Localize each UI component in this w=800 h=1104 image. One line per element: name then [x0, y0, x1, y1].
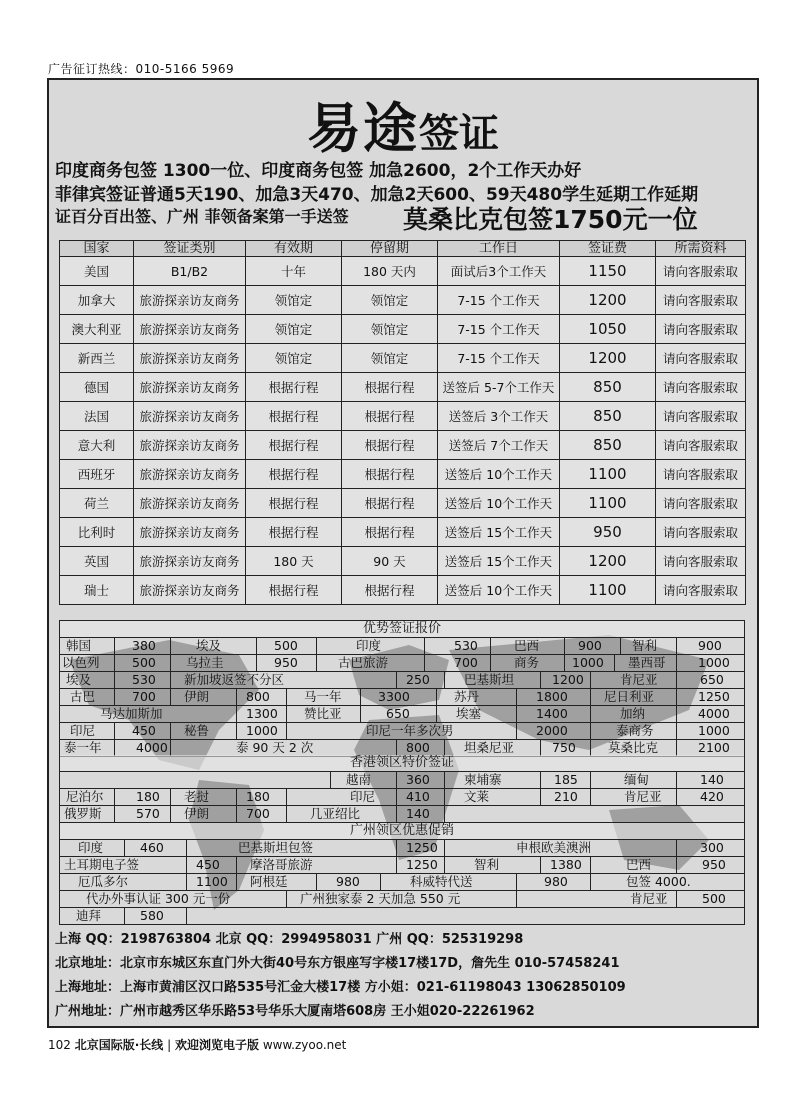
cell-type: 旅游探亲访友商务 — [134, 315, 246, 344]
cell-docs: 请向客服索取 — [656, 576, 746, 605]
guangzhou-row-3 — [60, 874, 744, 891]
item: 印度 — [78, 840, 104, 855]
price: 450 — [132, 723, 156, 738]
item: 缅甸 — [624, 772, 650, 787]
col-workdays: 工作日 — [438, 241, 560, 257]
cell-stay: 180 天内 — [342, 257, 438, 286]
hongkong-section — [59, 755, 745, 823]
price: 4000 — [136, 740, 168, 755]
brand-name: 易途 — [307, 97, 419, 160]
cell-type: 旅游探亲访友商务 — [134, 489, 246, 518]
special-row-7 — [60, 740, 744, 756]
item: 巴基斯坦 — [464, 672, 515, 687]
item: 几亚绍比 — [310, 806, 361, 821]
price: 1250 — [406, 857, 438, 872]
price: 1300 — [246, 706, 278, 721]
cell-validity: 根据行程 — [246, 576, 342, 605]
item: 肯尼亚 — [624, 789, 662, 804]
guangzhou-row-2 — [60, 857, 744, 874]
cell-stay: 根据行程 — [342, 431, 438, 460]
item: 文莱 — [464, 789, 490, 804]
item: 马一年 — [304, 689, 342, 704]
cell-stay: 根据行程 — [342, 460, 438, 489]
cell-workdays: 送签后 10个工作天 — [438, 489, 560, 518]
cell-type: 旅游探亲访友商务 — [134, 402, 246, 431]
price: 1250 — [406, 840, 438, 855]
special-offers-section — [59, 620, 745, 757]
ad-hotline: 广告征订热线：010-5166 5969 — [48, 62, 235, 76]
price: 500 — [274, 638, 298, 653]
cell-fee: 850 — [560, 402, 656, 431]
cell-stay: 领馆定 — [342, 344, 438, 373]
col-fee: 签证费 — [560, 241, 656, 257]
cell-stay: 根据行程 — [342, 489, 438, 518]
cell-type: 旅游探亲访友商务 — [134, 547, 246, 576]
price: 700 — [132, 689, 156, 704]
cell-workdays: 面试后3个工作天 — [438, 257, 560, 286]
item: 智利 — [632, 638, 658, 653]
cell-docs: 请向客服索取 — [656, 547, 746, 576]
brand-title — [49, 86, 757, 163]
brand-suffix: 签证 — [419, 111, 499, 157]
cell-workdays: 7-15 个工作天 — [438, 286, 560, 315]
guangzhou-title: 广州领区优惠促销 — [60, 823, 744, 840]
guangzhou-section — [59, 823, 745, 925]
price: 140 — [700, 772, 724, 787]
price: 2100 — [698, 740, 730, 755]
price: 450 — [196, 857, 220, 872]
cell-country: 西班牙 — [60, 460, 134, 489]
cell-stay: 根据行程 — [342, 373, 438, 402]
item: 秘鲁 — [184, 723, 210, 738]
cell-type: 旅游探亲访友商务 — [134, 344, 246, 373]
cell-country: 德国 — [60, 373, 134, 402]
qq-contacts: 上海 QQ：2198763804 北京 QQ：2994958031 广州 QQ：525319298 — [55, 932, 524, 947]
item: 肯尼亚 — [620, 672, 658, 687]
cell-workdays: 7-15 个工作天 — [438, 315, 560, 344]
price: 750 — [552, 740, 576, 755]
cell-docs: 请向客服索取 — [656, 373, 746, 402]
col-validity: 有效期 — [246, 241, 342, 257]
cell-type: 旅游探亲访友商务 — [134, 373, 246, 402]
price: 1000 — [572, 655, 604, 670]
item: 泰 90 天 2 次 — [236, 740, 314, 755]
hongkong-row-3 — [60, 806, 744, 822]
item: 俄罗斯 — [64, 806, 102, 821]
price: 950 — [274, 655, 298, 670]
price: 1800 — [536, 689, 568, 704]
website-link[interactable]: www.zyoo.net — [262, 1038, 347, 1052]
page-number: 102 — [48, 1038, 71, 1052]
item: 尼日利亚 — [604, 689, 655, 704]
special-row-3 — [60, 672, 744, 689]
price: 380 — [132, 638, 156, 653]
cell-validity: 根据行程 — [246, 460, 342, 489]
visa-table-row — [60, 576, 746, 605]
guangzhou-row-4 — [60, 891, 744, 908]
guangzhou-address: 广州地址：广州市越秀区华乐路53号华乐大厦南塔608房 王小姐020-22261962 — [55, 1004, 535, 1019]
price: 180 — [246, 789, 270, 804]
cell-country: 澳大利亚 — [60, 315, 134, 344]
item: 伊朗 — [184, 806, 210, 821]
price: 980 — [336, 874, 360, 889]
special-row-4 — [60, 689, 744, 706]
item: 泰一年 — [64, 740, 102, 755]
edition-label: 北京国际版·长线 — [74, 1038, 164, 1052]
item: 巴基斯坦包签 — [238, 840, 314, 855]
cell-fee: 850 — [560, 431, 656, 460]
special-row-2 — [60, 655, 744, 672]
guangzhou-row-1 — [60, 840, 744, 857]
price: 530 — [132, 672, 156, 687]
cell-fee: 1150 — [560, 257, 656, 286]
cell-country: 新西兰 — [60, 344, 134, 373]
shanghai-address: 上海地址：上海市黄浦区汉口路535号汇金大楼17楼 方小姐：021-61198043 13062850109 — [55, 980, 626, 995]
item: 巴西 — [514, 638, 540, 653]
cell-type: B1/B2 — [134, 257, 246, 286]
item: 莫桑比克 — [608, 740, 659, 755]
item: 伊朗 — [184, 689, 210, 704]
cell-type: 旅游探亲访友商务 — [134, 518, 246, 547]
visa-table-header — [60, 241, 746, 257]
cell-docs: 请向客服索取 — [656, 489, 746, 518]
cell-fee: 850 — [560, 373, 656, 402]
cell-validity: 领馆定 — [246, 315, 342, 344]
special-row-6 — [60, 723, 744, 740]
item: 印尼 — [350, 789, 376, 804]
price: 1380 — [550, 857, 582, 872]
item: 肯尼亚 — [630, 891, 668, 906]
price: 410 — [406, 789, 430, 804]
item: 以色列 — [62, 655, 100, 670]
col-docs: 所需资料 — [656, 241, 746, 257]
item: 申根欧美澳洲 — [516, 840, 592, 855]
cell-workdays: 送签后 15个工作天 — [438, 518, 560, 547]
price: 210 — [554, 789, 578, 804]
price: 4000 — [698, 706, 730, 721]
item: 古巴 — [70, 689, 96, 704]
price: 1100 — [196, 874, 228, 889]
cell-country: 荷兰 — [60, 489, 134, 518]
item: 代办外事认证 300 元一份 — [86, 891, 231, 906]
guangzhou-row-5 — [60, 908, 744, 924]
price: 530 — [454, 638, 478, 653]
cell-stay: 领馆定 — [342, 315, 438, 344]
item: 摩洛哥旅游 — [250, 857, 313, 872]
item: 马达加斯加 — [100, 706, 163, 721]
cell-type: 旅游探亲访友商务 — [134, 431, 246, 460]
cell-country: 瑞士 — [60, 576, 134, 605]
visa-table-row — [60, 373, 746, 402]
cell-country: 法国 — [60, 402, 134, 431]
item: 科威特代送 — [410, 874, 473, 889]
cell-stay: 90 天 — [342, 547, 438, 576]
price: 1250 — [698, 689, 730, 704]
promo-line-2: 菲律宾签证普通5天190、加急3天470、加急2天600、59天480学生延期工作延期 — [55, 185, 699, 205]
cell-docs: 请向客服索取 — [656, 402, 746, 431]
cell-validity: 领馆定 — [246, 344, 342, 373]
cell-stay: 根据行程 — [342, 576, 438, 605]
price: 1000 — [698, 723, 730, 738]
cell-fee: 1200 — [560, 547, 656, 576]
cell-workdays: 送签后 10个工作天 — [438, 576, 560, 605]
item: 老挝 — [184, 789, 210, 804]
cell-validity: 十年 — [246, 257, 342, 286]
cell-docs: 请向客服索取 — [656, 286, 746, 315]
visa-table-row — [60, 402, 746, 431]
advertisement-frame — [47, 78, 759, 1028]
cell-workdays: 送签后 10个工作天 — [438, 460, 560, 489]
special-row-1 — [60, 638, 744, 655]
cell-fee: 950 — [560, 518, 656, 547]
item: 加纳 — [620, 706, 646, 721]
visa-table-row — [60, 315, 746, 344]
cell-docs: 请向客服索取 — [656, 518, 746, 547]
item: 印尼一年多次男 — [366, 723, 454, 738]
item: 阿根廷 — [250, 874, 288, 889]
item: 包签 4000. — [626, 874, 691, 889]
price: 950 — [702, 857, 726, 872]
cell-country: 比利时 — [60, 518, 134, 547]
hongkong-row-2 — [60, 789, 744, 806]
item: 智利 — [474, 857, 500, 872]
page-footer: 102 北京国际版·长线 | 欢迎浏览电子版 www.zyoo.net — [48, 1038, 347, 1052]
cell-docs: 请向客服索取 — [656, 257, 746, 286]
cell-stay: 根据行程 — [342, 518, 438, 547]
price: 500 — [132, 655, 156, 670]
price: 460 — [140, 840, 164, 855]
price: 2000 — [536, 723, 568, 738]
item: 厄瓜多尔 — [78, 874, 129, 889]
price: 360 — [406, 772, 430, 787]
cell-workdays: 送签后 3个工作天 — [438, 402, 560, 431]
item: 迪拜 — [76, 908, 102, 923]
price: 580 — [140, 908, 164, 923]
promo-highlight: 莫桑比克包签1750元一位 — [403, 205, 698, 234]
item: 印尼 — [70, 723, 96, 738]
visa-price-table — [59, 240, 746, 605]
cell-workdays: 送签后 7个工作天 — [438, 431, 560, 460]
item: 苏丹 — [454, 689, 480, 704]
cell-validity: 根据行程 — [246, 518, 342, 547]
item: 土耳期电子签 — [64, 857, 140, 872]
cell-workdays: 7-15 个工作天 — [438, 344, 560, 373]
price: 3300 — [378, 689, 410, 704]
item: 巴西 — [626, 857, 652, 872]
price: 140 — [406, 806, 430, 821]
price: 300 — [700, 840, 724, 855]
cell-fee: 1100 — [560, 460, 656, 489]
price: 1000 — [698, 655, 730, 670]
price: 1400 — [536, 706, 568, 721]
cell-validity: 根据行程 — [246, 489, 342, 518]
item: 韩国 — [66, 638, 92, 653]
item: 坦桑尼亚 — [464, 740, 515, 755]
item: 越南 — [346, 772, 372, 787]
visa-table-row — [60, 344, 746, 373]
cell-workdays: 送签后 5-7个工作天 — [438, 373, 560, 402]
item: 赞比亚 — [304, 706, 342, 721]
cell-validity: 领馆定 — [246, 286, 342, 315]
price: 980 — [544, 874, 568, 889]
price: 700 — [454, 655, 478, 670]
item: 古巴旅游 — [338, 655, 389, 670]
cell-workdays: 送签后 15个工作天 — [438, 547, 560, 576]
price: 900 — [578, 638, 602, 653]
price: 1000 — [246, 723, 278, 738]
price: 185 — [554, 772, 578, 787]
hongkong-row-1 — [60, 772, 744, 789]
item: 柬埔寨 — [464, 772, 502, 787]
cell-fee: 1100 — [560, 489, 656, 518]
price: 570 — [136, 806, 160, 821]
item: 乌拉圭 — [186, 655, 224, 670]
price: 180 — [136, 789, 160, 804]
cell-validity: 180 天 — [246, 547, 342, 576]
cell-validity: 根据行程 — [246, 402, 342, 431]
item: 尼泊尔 — [66, 789, 104, 804]
cell-docs: 请向客服索取 — [656, 431, 746, 460]
cell-docs: 请向客服索取 — [656, 344, 746, 373]
col-type: 签证类别 — [134, 241, 246, 257]
item: 广州独家泰 2 天加急 550 元 — [300, 891, 461, 906]
visa-table-row — [60, 286, 746, 315]
visa-table-row — [60, 257, 746, 286]
price: 650 — [700, 672, 724, 687]
price: 900 — [698, 638, 722, 653]
special-row-5 — [60, 706, 744, 723]
cell-country: 加拿大 — [60, 286, 134, 315]
item: 商务 — [514, 655, 540, 670]
item: 埃及 — [66, 672, 92, 687]
cell-docs: 请向客服索取 — [656, 460, 746, 489]
price: 420 — [700, 789, 724, 804]
item: 新加坡返签不分区 — [184, 672, 285, 687]
cell-type: 旅游探亲访友商务 — [134, 576, 246, 605]
hongkong-title: 香港领区特价签证 — [60, 755, 744, 772]
cell-validity: 根据行程 — [246, 373, 342, 402]
special-offers-title: 优势签证报价 — [60, 621, 744, 638]
visa-table-row — [60, 460, 746, 489]
item: 埃及 — [196, 638, 222, 653]
visa-table-row — [60, 489, 746, 518]
price: 650 — [386, 706, 410, 721]
cell-country: 英国 — [60, 547, 134, 576]
item: 泰商务 — [616, 723, 654, 738]
visa-table-row — [60, 518, 746, 547]
cell-fee: 1200 — [560, 286, 656, 315]
price: 700 — [246, 806, 270, 821]
cell-fee: 1050 — [560, 315, 656, 344]
visa-table-row — [60, 547, 746, 576]
cell-country: 美国 — [60, 257, 134, 286]
cell-country: 意大利 — [60, 431, 134, 460]
beijing-address: 北京地址：北京市东城区东直门外大街40号东方银座写字楼17楼17D，詹先生 010-57458241 — [55, 956, 620, 971]
promo-line-1: 印度商务包签 1300一位、印度商务包签 加急2600，2个工作天办好 — [55, 161, 582, 181]
cell-docs: 请向客服索取 — [656, 315, 746, 344]
item: 印度 — [356, 638, 382, 653]
price: 800 — [406, 740, 430, 755]
item: 墨西哥 — [628, 655, 666, 670]
cell-stay: 领馆定 — [342, 286, 438, 315]
cell-type: 旅游探亲访友商务 — [134, 460, 246, 489]
cell-validity: 根据行程 — [246, 431, 342, 460]
price: 1200 — [552, 672, 584, 687]
price: 250 — [406, 672, 430, 687]
ebook-note: 欢迎浏览电子版 — [174, 1038, 259, 1052]
cell-type: 旅游探亲访友商务 — [134, 286, 246, 315]
cell-fee: 1200 — [560, 344, 656, 373]
cell-fee: 1100 — [560, 576, 656, 605]
promo-line-3: 证百分百出签、广州 菲领备案第一手送签 — [55, 207, 349, 226]
cell-stay: 根据行程 — [342, 402, 438, 431]
price: 500 — [702, 891, 726, 906]
col-country: 国家 — [60, 241, 134, 257]
visa-table-row — [60, 431, 746, 460]
item: 埃塞 — [456, 706, 482, 721]
col-stay: 停留期 — [342, 241, 438, 257]
price: 800 — [246, 689, 270, 704]
